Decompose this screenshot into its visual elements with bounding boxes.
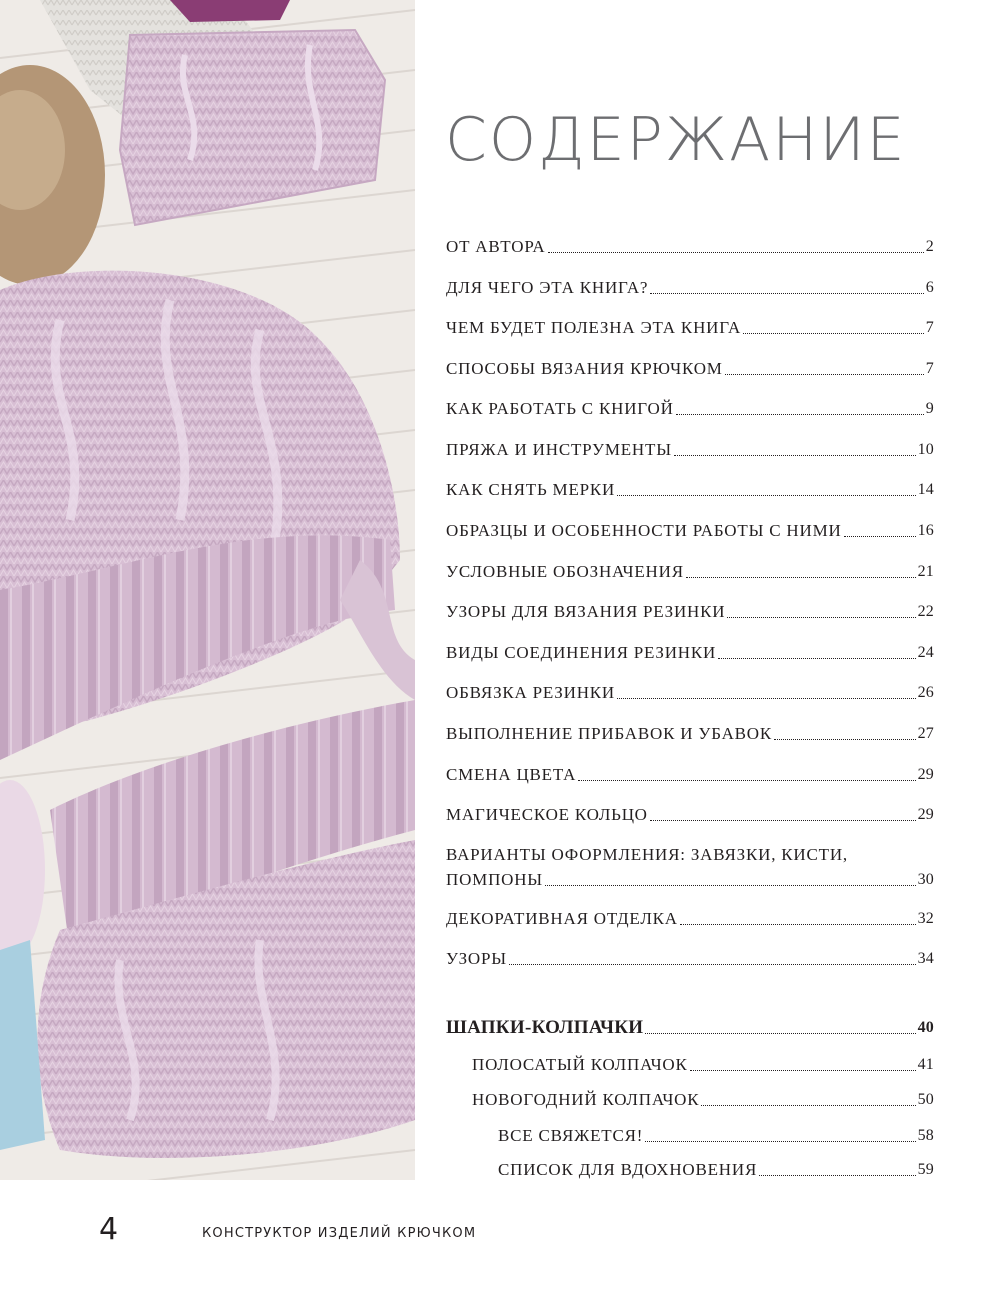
toc-entry[interactable] <box>446 721 934 745</box>
leader-dots <box>676 414 924 415</box>
toc-entry[interactable] <box>446 640 934 664</box>
toc-entry-page: 21 <box>917 563 934 580</box>
leader-dots <box>645 1141 915 1142</box>
leader-dots <box>674 455 916 456</box>
toc-subsubentry[interactable] <box>498 1123 934 1147</box>
toc-entry-title: ВАРИАНТЫ ОФОРМЛЕНИЯ: ЗАВЯЗКИ, КИСТИ, <box>446 845 848 864</box>
toc-entry-title: ПРЯЖА И ИНСТРУМЕНТЫ <box>446 440 672 459</box>
toc-entry-page: 50 <box>917 1091 934 1108</box>
toc-entry-page: 29 <box>917 766 934 783</box>
toc-entry[interactable] <box>446 275 934 299</box>
toc-entry[interactable] <box>446 518 934 542</box>
leader-dots <box>725 374 924 375</box>
toc-entry-page: 29 <box>917 806 934 823</box>
toc-subentry[interactable] <box>472 1052 934 1076</box>
toc-entry-title: КАК СНЯТЬ МЕРКИ <box>446 480 616 499</box>
leader-dots <box>690 1070 916 1071</box>
toc-subentry[interactable] <box>472 1087 934 1111</box>
leader-dots <box>718 658 915 659</box>
toc-entry-title: КАК РАБОТАТЬ С КНИГОЙ <box>446 399 674 418</box>
toc-entry-page: 40 <box>917 1019 934 1036</box>
toc-entry[interactable] <box>446 906 934 930</box>
toc-entry-page: 41 <box>917 1056 934 1073</box>
toc-entry-title: ПОЛОСАТЫЙ КОЛПАЧОК <box>472 1055 688 1074</box>
toc-entry-page: 9 <box>925 400 934 417</box>
toc-entry-title: МАГИЧЕСКОЕ КОЛЬЦО <box>446 805 648 824</box>
toc-entry-title: УЗОРЫ ДЛЯ ВЯЗАНИЯ РЕЗИНКИ <box>446 602 726 621</box>
toc-entry-title: ДЛЯ ЧЕГО ЭТА КНИГА? <box>446 278 649 297</box>
toc-entry-title: УЗОРЫ <box>446 949 507 968</box>
toc-entry[interactable] <box>446 946 934 970</box>
toc-entry-page: 34 <box>917 950 934 967</box>
toc-entry-title: НОВОГОДНИЙ КОЛПАЧОК <box>472 1090 700 1109</box>
toc-subsubentry[interactable] <box>498 1157 934 1181</box>
toc-entry-page: 32 <box>917 910 934 927</box>
toc-entry-page: 58 <box>917 1127 934 1144</box>
toc-entry-title: УСЛОВНЫЕ ОБОЗНАЧЕНИЯ <box>446 562 684 581</box>
toc-entry-title: ОБВЯЗКА РЕЗИНКИ <box>446 683 615 702</box>
leader-dots <box>617 698 916 699</box>
toc-entry-page: 2 <box>925 238 934 255</box>
toc-entry-title: ОБРАЗЦЫ И ОСОБЕННОСТИ РАБОТЫ С НИМИ <box>446 521 842 540</box>
leader-dots <box>727 617 915 618</box>
toc-entry-page: 22 <box>917 603 934 620</box>
toc-entry-page: 59 <box>917 1161 934 1178</box>
toc-entry-page: 10 <box>917 441 934 458</box>
toc-section-title: ШАПКИ-КОЛПАЧКИ <box>446 1017 644 1038</box>
toc-entry[interactable] <box>446 234 934 258</box>
toc-entry[interactable] <box>446 802 934 826</box>
leader-dots <box>650 293 924 294</box>
leader-dots <box>686 577 916 578</box>
toc-entry[interactable] <box>446 437 934 461</box>
toc-entry-title: ОТ АВТОРА <box>446 237 546 256</box>
leader-dots <box>650 820 916 821</box>
toc-entry[interactable] <box>446 680 934 704</box>
toc-entry-title: ДЕКОРАТИВНАЯ ОТДЕЛКА <box>446 909 678 928</box>
toc-entry-page: 7 <box>925 319 934 336</box>
toc-entry-title: ВСЕ СВЯЖЕТСЯ! <box>498 1126 644 1145</box>
toc-entry-page: 14 <box>917 481 934 498</box>
toc-entry[interactable] <box>446 315 934 339</box>
leader-dots <box>680 924 916 925</box>
leader-dots <box>617 495 915 496</box>
hero-photo <box>0 0 415 1180</box>
knitted-items-illustration <box>0 0 415 1180</box>
toc-entry-page: 16 <box>917 522 934 539</box>
toc-entry[interactable] <box>446 559 934 583</box>
leader-dots <box>774 739 916 740</box>
toc-entry[interactable] <box>446 762 934 786</box>
leader-dots <box>759 1175 915 1176</box>
leader-dots <box>743 333 924 334</box>
toc-entry-continuation <box>446 867 934 891</box>
toc-entry-page: 27 <box>917 725 934 742</box>
running-title: КОНСТРУКТОР ИЗДЕЛИЙ КРЮЧКОМ <box>202 1226 477 1241</box>
leader-dots <box>548 252 924 253</box>
toc-entry-title: ЧЕМ БУДЕТ ПОЛЕЗНА ЭТА КНИГА <box>446 318 742 337</box>
toc-entry[interactable] <box>446 477 934 501</box>
toc-section-entry[interactable] <box>446 1015 934 1039</box>
toc-entry-page: 24 <box>917 644 934 661</box>
toc-entry[interactable] <box>446 599 934 623</box>
page-number: 4 <box>99 1212 119 1247</box>
leader-dots <box>701 1105 915 1106</box>
toc-entry[interactable] <box>446 396 934 420</box>
toc-entry[interactable] <box>446 843 934 891</box>
leader-dots <box>509 964 916 965</box>
leader-dots <box>844 536 916 537</box>
toc-entry-title: ВИДЫ СОЕДИНЕНИЯ РЕЗИНКИ <box>446 643 717 662</box>
toc-entry-page: 7 <box>925 360 934 377</box>
toc-entry-title: СПОСОБЫ ВЯЗАНИЯ КРЮЧКОМ <box>446 359 723 378</box>
toc-entry-title-cont: ПОМПОНЫ <box>446 870 543 889</box>
toc-entry-page: 30 <box>917 871 934 888</box>
leader-dots <box>645 1033 915 1034</box>
page-title: СОДЕРЖАНИЕ <box>445 105 907 175</box>
toc-entry-title: ВЫПОЛНЕНИЕ ПРИБАВОК И УБАВОК <box>446 724 773 743</box>
toc-entry-page: 26 <box>917 684 934 701</box>
toc-entry[interactable] <box>446 356 934 380</box>
toc-entry-title: СМЕНА ЦВЕТА <box>446 765 577 784</box>
leader-dots <box>578 780 915 781</box>
toc-entry-title: СПИСОК ДЛЯ ВДОХНОВЕНИЯ <box>498 1160 758 1179</box>
toc-entry-page: 6 <box>925 279 934 296</box>
leader-dots <box>545 885 916 886</box>
